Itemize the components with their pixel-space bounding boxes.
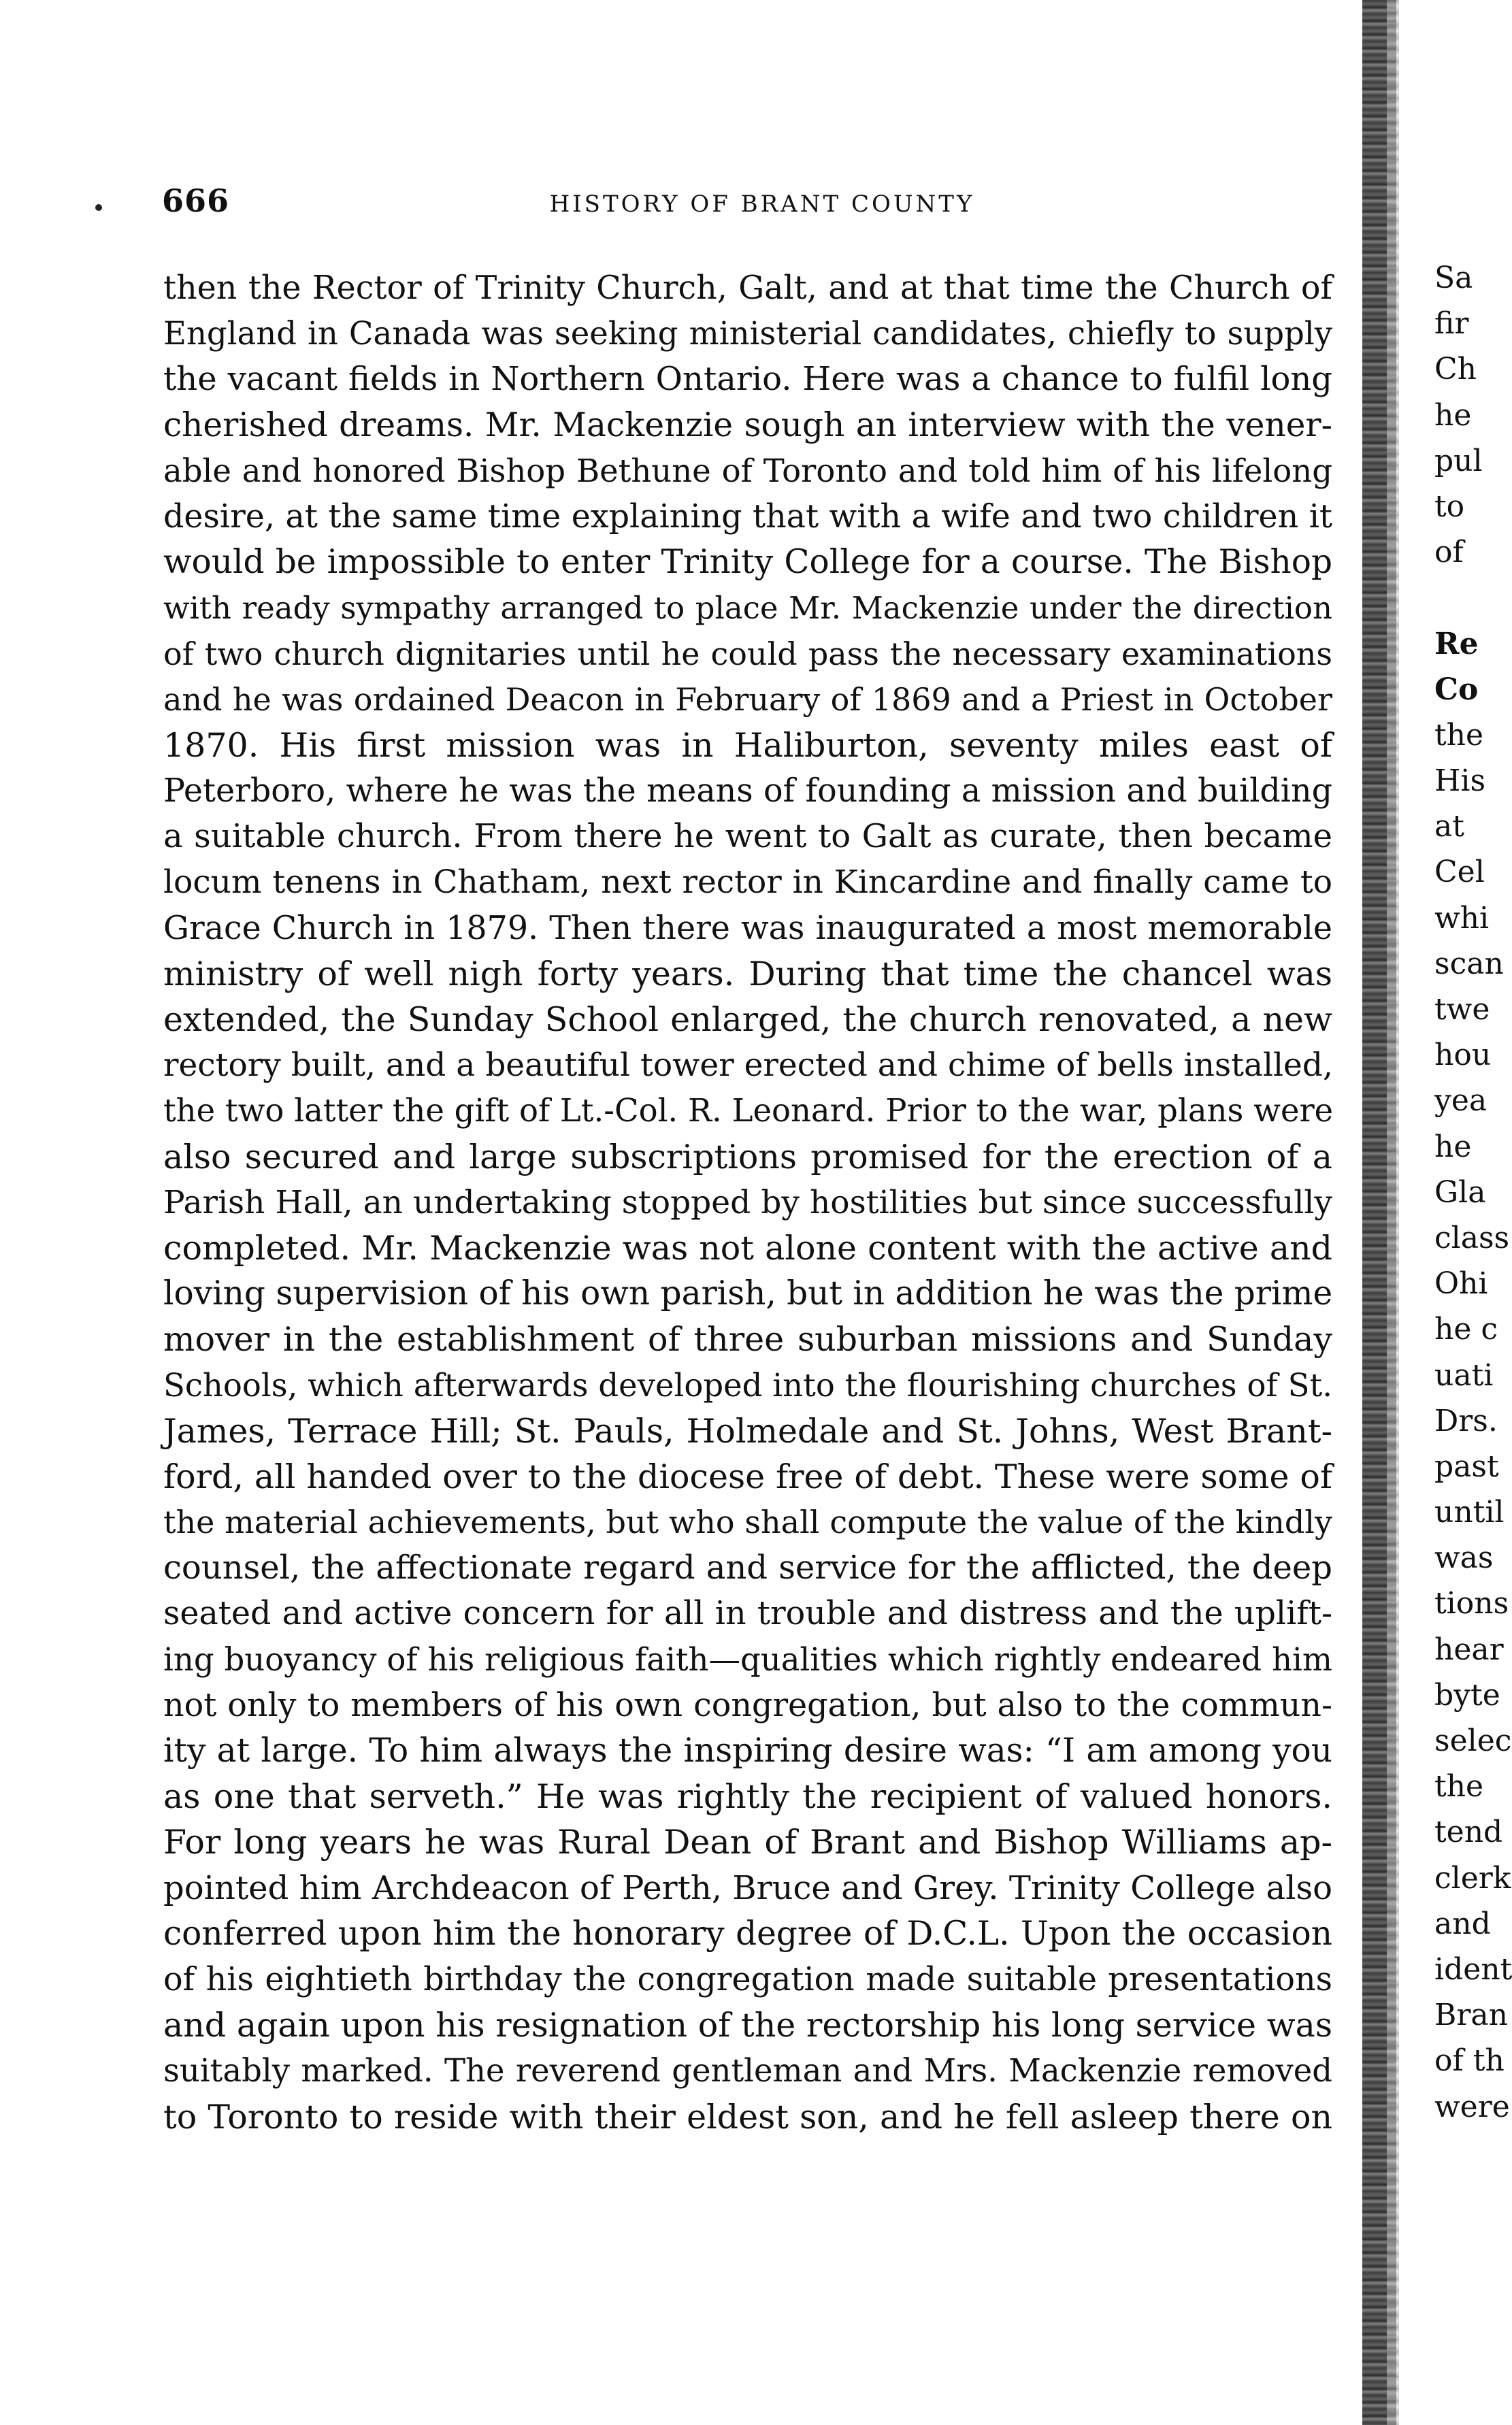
text-line: the vacant fields in Northern Ontario. Here was a chance to fulfil long bbox=[163, 360, 1332, 399]
adjacent-text-fragment: of th bbox=[1434, 2043, 1505, 2079]
adjacent-text-fragment: Co bbox=[1434, 672, 1479, 707]
text-line: also secured and large subscriptions promised for the erection of a bbox=[163, 1137, 1332, 1176]
text-line: mover in the establishment of three suburban missions and Sunday bbox=[163, 1320, 1332, 1359]
adjacent-text-fragment: of bbox=[1434, 535, 1464, 570]
adjacent-text-fragment: Drs. bbox=[1434, 1403, 1498, 1438]
text-line: James, Terrace Hill; St. Pauls, Holmedale and St. Johns, West Brant- bbox=[163, 1411, 1332, 1451]
running-head: HISTORY OF BRANT COUNTY bbox=[549, 191, 975, 218]
adjacent-text-fragment: class bbox=[1434, 1220, 1510, 1255]
text-line: Peterboro, where he was the means of founding a mission and building bbox=[163, 772, 1332, 810]
text-line: For long years he was Rural Dean of Brant and Bishop Williams ap- bbox=[163, 1823, 1332, 1862]
text-line: ministry of well nigh forty years. During that time the chancel was bbox=[163, 954, 1332, 993]
adjacent-text-fragment: was bbox=[1434, 1540, 1494, 1576]
adjacent-text-fragment: byte bbox=[1434, 1677, 1500, 1713]
adjacent-page-fragment bbox=[1434, 255, 1512, 2130]
adjacent-text-fragment: he c bbox=[1434, 1312, 1498, 1347]
body-text bbox=[163, 265, 1332, 2140]
text-line: cherished dreams. Mr. Mackenzie sough an interview with the vener- bbox=[163, 406, 1332, 444]
adjacent-text-fragment: scan bbox=[1434, 946, 1504, 981]
adjacent-text-fragment: past bbox=[1434, 1449, 1499, 1484]
text-line: conferred upon him the honorary degree of D.C.L. Upon the occasion bbox=[163, 1914, 1332, 1953]
text-line: ity at large. To him always the inspiring desire was: “I am among you bbox=[163, 1732, 1332, 1770]
text-line: with ready sympathy arranged to place Mr. Mackenzie under the direction bbox=[163, 590, 1332, 627]
adjacent-text-fragment: Re bbox=[1434, 626, 1479, 661]
margin-mark bbox=[95, 204, 102, 211]
text-line: Parish Hall, an undertaking stopped by hostilities but since successfully bbox=[163, 1183, 1332, 1221]
text-line: seated and active concern for all in trouble and distress and the uplift- bbox=[163, 1595, 1332, 1633]
adjacent-text-fragment: hou bbox=[1434, 1038, 1492, 1073]
adjacent-text-fragment: the bbox=[1434, 1769, 1484, 1804]
adjacent-text-fragment: Bran bbox=[1434, 1998, 1508, 2033]
page-number: 666 bbox=[162, 182, 230, 219]
adjacent-text-fragment: hear bbox=[1434, 1632, 1504, 1667]
adjacent-text-fragment: tend bbox=[1434, 1815, 1503, 1850]
text-line: Grace Church in 1879. Then there was inaugurated a most memorable bbox=[163, 909, 1332, 947]
adjacent-text-fragment: twe bbox=[1434, 992, 1490, 1027]
adjacent-text-fragment: Gla bbox=[1434, 1174, 1486, 1210]
adjacent-text-fragment: were bbox=[1434, 2089, 1510, 2124]
text-line: rectory built, and a beautiful tower erected and chime of bells installed, bbox=[163, 1046, 1333, 1085]
text-line: 1870. His first mission was in Haliburton, seventy miles east of bbox=[163, 725, 1332, 765]
text-line: completed. Mr. Mackenzie was not alone content with the active and bbox=[163, 1228, 1332, 1268]
text-line: of two church dignitaries until he could pass the necessary examinations bbox=[163, 635, 1332, 672]
text-line: loving supervision of his own parish, but in addition he was the prime bbox=[163, 1274, 1333, 1313]
text-line: of his eightieth birthday the congregation made suitable presentations bbox=[163, 1960, 1332, 1998]
adjacent-text-fragment: Cel bbox=[1434, 855, 1485, 890]
adjacent-text-fragment: until bbox=[1434, 1495, 1505, 1530]
text-line: and again upon his resignation of the rectorship his long service was bbox=[163, 2006, 1332, 2045]
text-line: to Toronto to reside with their eldest son, and he fell asleep there on bbox=[163, 2097, 1332, 2137]
text-line: a suitable church. From there he went to Galt as curate, then became bbox=[163, 817, 1332, 856]
text-line: the two latter the gift of Lt.-Col. R. Leonard. Prior to the war, plans were bbox=[163, 1092, 1334, 1129]
text-line: desire, at the same time explaining that with a wife and two children it bbox=[163, 497, 1332, 535]
adjacent-text-fragment: yea bbox=[1434, 1083, 1488, 1119]
text-line: locum tenens in Chatham, next rector in Kincardine and finally came to bbox=[163, 863, 1332, 902]
adjacent-text-fragment: clerk bbox=[1434, 1860, 1511, 1896]
book-binding-edge bbox=[1387, 0, 1399, 2425]
adjacent-text-fragment: to bbox=[1434, 489, 1465, 524]
text-line: pointed him Archdeacon of Perth, Bruce and Grey. Trinity College also bbox=[163, 1868, 1332, 1907]
text-line: would be impossible to enter Trinity College for a course. The Bishop bbox=[163, 543, 1332, 582]
adjacent-text-fragment: he bbox=[1434, 397, 1472, 433]
adjacent-text-fragment: at bbox=[1434, 809, 1464, 844]
adjacent-text-fragment: pul bbox=[1434, 443, 1483, 478]
adjacent-text-fragment: selec bbox=[1434, 1723, 1512, 1758]
adjacent-text-fragment: Ohi bbox=[1434, 1266, 1488, 1302]
adjacent-text-fragment: ident bbox=[1434, 1951, 1512, 1987]
adjacent-text-fragment: whi bbox=[1434, 900, 1490, 936]
text-line: extended, the Sunday School enlarged, the church renovated, a new bbox=[163, 1000, 1332, 1039]
text-line: ing buoyancy of his religious faith—qualities which rightly endeared him bbox=[163, 1640, 1332, 1678]
adjacent-text-fragment: he bbox=[1434, 1129, 1472, 1164]
adjacent-text-fragment bbox=[1434, 575, 1498, 621]
adjacent-text-fragment: Sa bbox=[1434, 261, 1473, 295]
text-line: Schools, which afterwards developed into the flourishing churches of St. bbox=[163, 1366, 1332, 1404]
adjacent-text-fragment: uati bbox=[1434, 1357, 1494, 1393]
adjacent-text-fragment: His bbox=[1434, 763, 1486, 799]
adjacent-text-fragment: tions bbox=[1434, 1586, 1509, 1621]
adjacent-text-fragment: Ch bbox=[1434, 352, 1477, 387]
adjacent-text-fragment: and bbox=[1434, 1906, 1491, 1941]
text-line: able and honored Bishop Bethune of Toronto and told him of his lifelong bbox=[163, 452, 1332, 489]
text-line: then the Rector of Trinity Church, Galt, and at that time the Church of bbox=[163, 269, 1332, 307]
adjacent-text-fragment: fir bbox=[1434, 306, 1469, 342]
text-line: ford, all handed over to the diocese free of debt. These were some of bbox=[163, 1457, 1332, 1496]
adjacent-text-fragment: the bbox=[1434, 717, 1484, 753]
text-line: counsel, the affectionate regard and service for the afflicted, the deep bbox=[163, 1549, 1332, 1587]
text-line: suitably marked. The reverend gentleman and Mrs. Mackenzie removed bbox=[163, 2052, 1332, 2090]
text-line: England in Canada was seeking ministerial candidates, chiefly to supply bbox=[163, 315, 1332, 352]
text-line: not only to members of his own congregation, but also to the commun- bbox=[163, 1686, 1332, 1724]
text-line: as one that serveth.” He was rightly the recipient of valued honors. bbox=[163, 1777, 1332, 1817]
text-line: and he was ordained Deacon in February of 1869 and a Priest in October bbox=[163, 680, 1332, 718]
text-line: the material achievements, but who shall compute the value of the kindly bbox=[163, 1504, 1332, 1541]
